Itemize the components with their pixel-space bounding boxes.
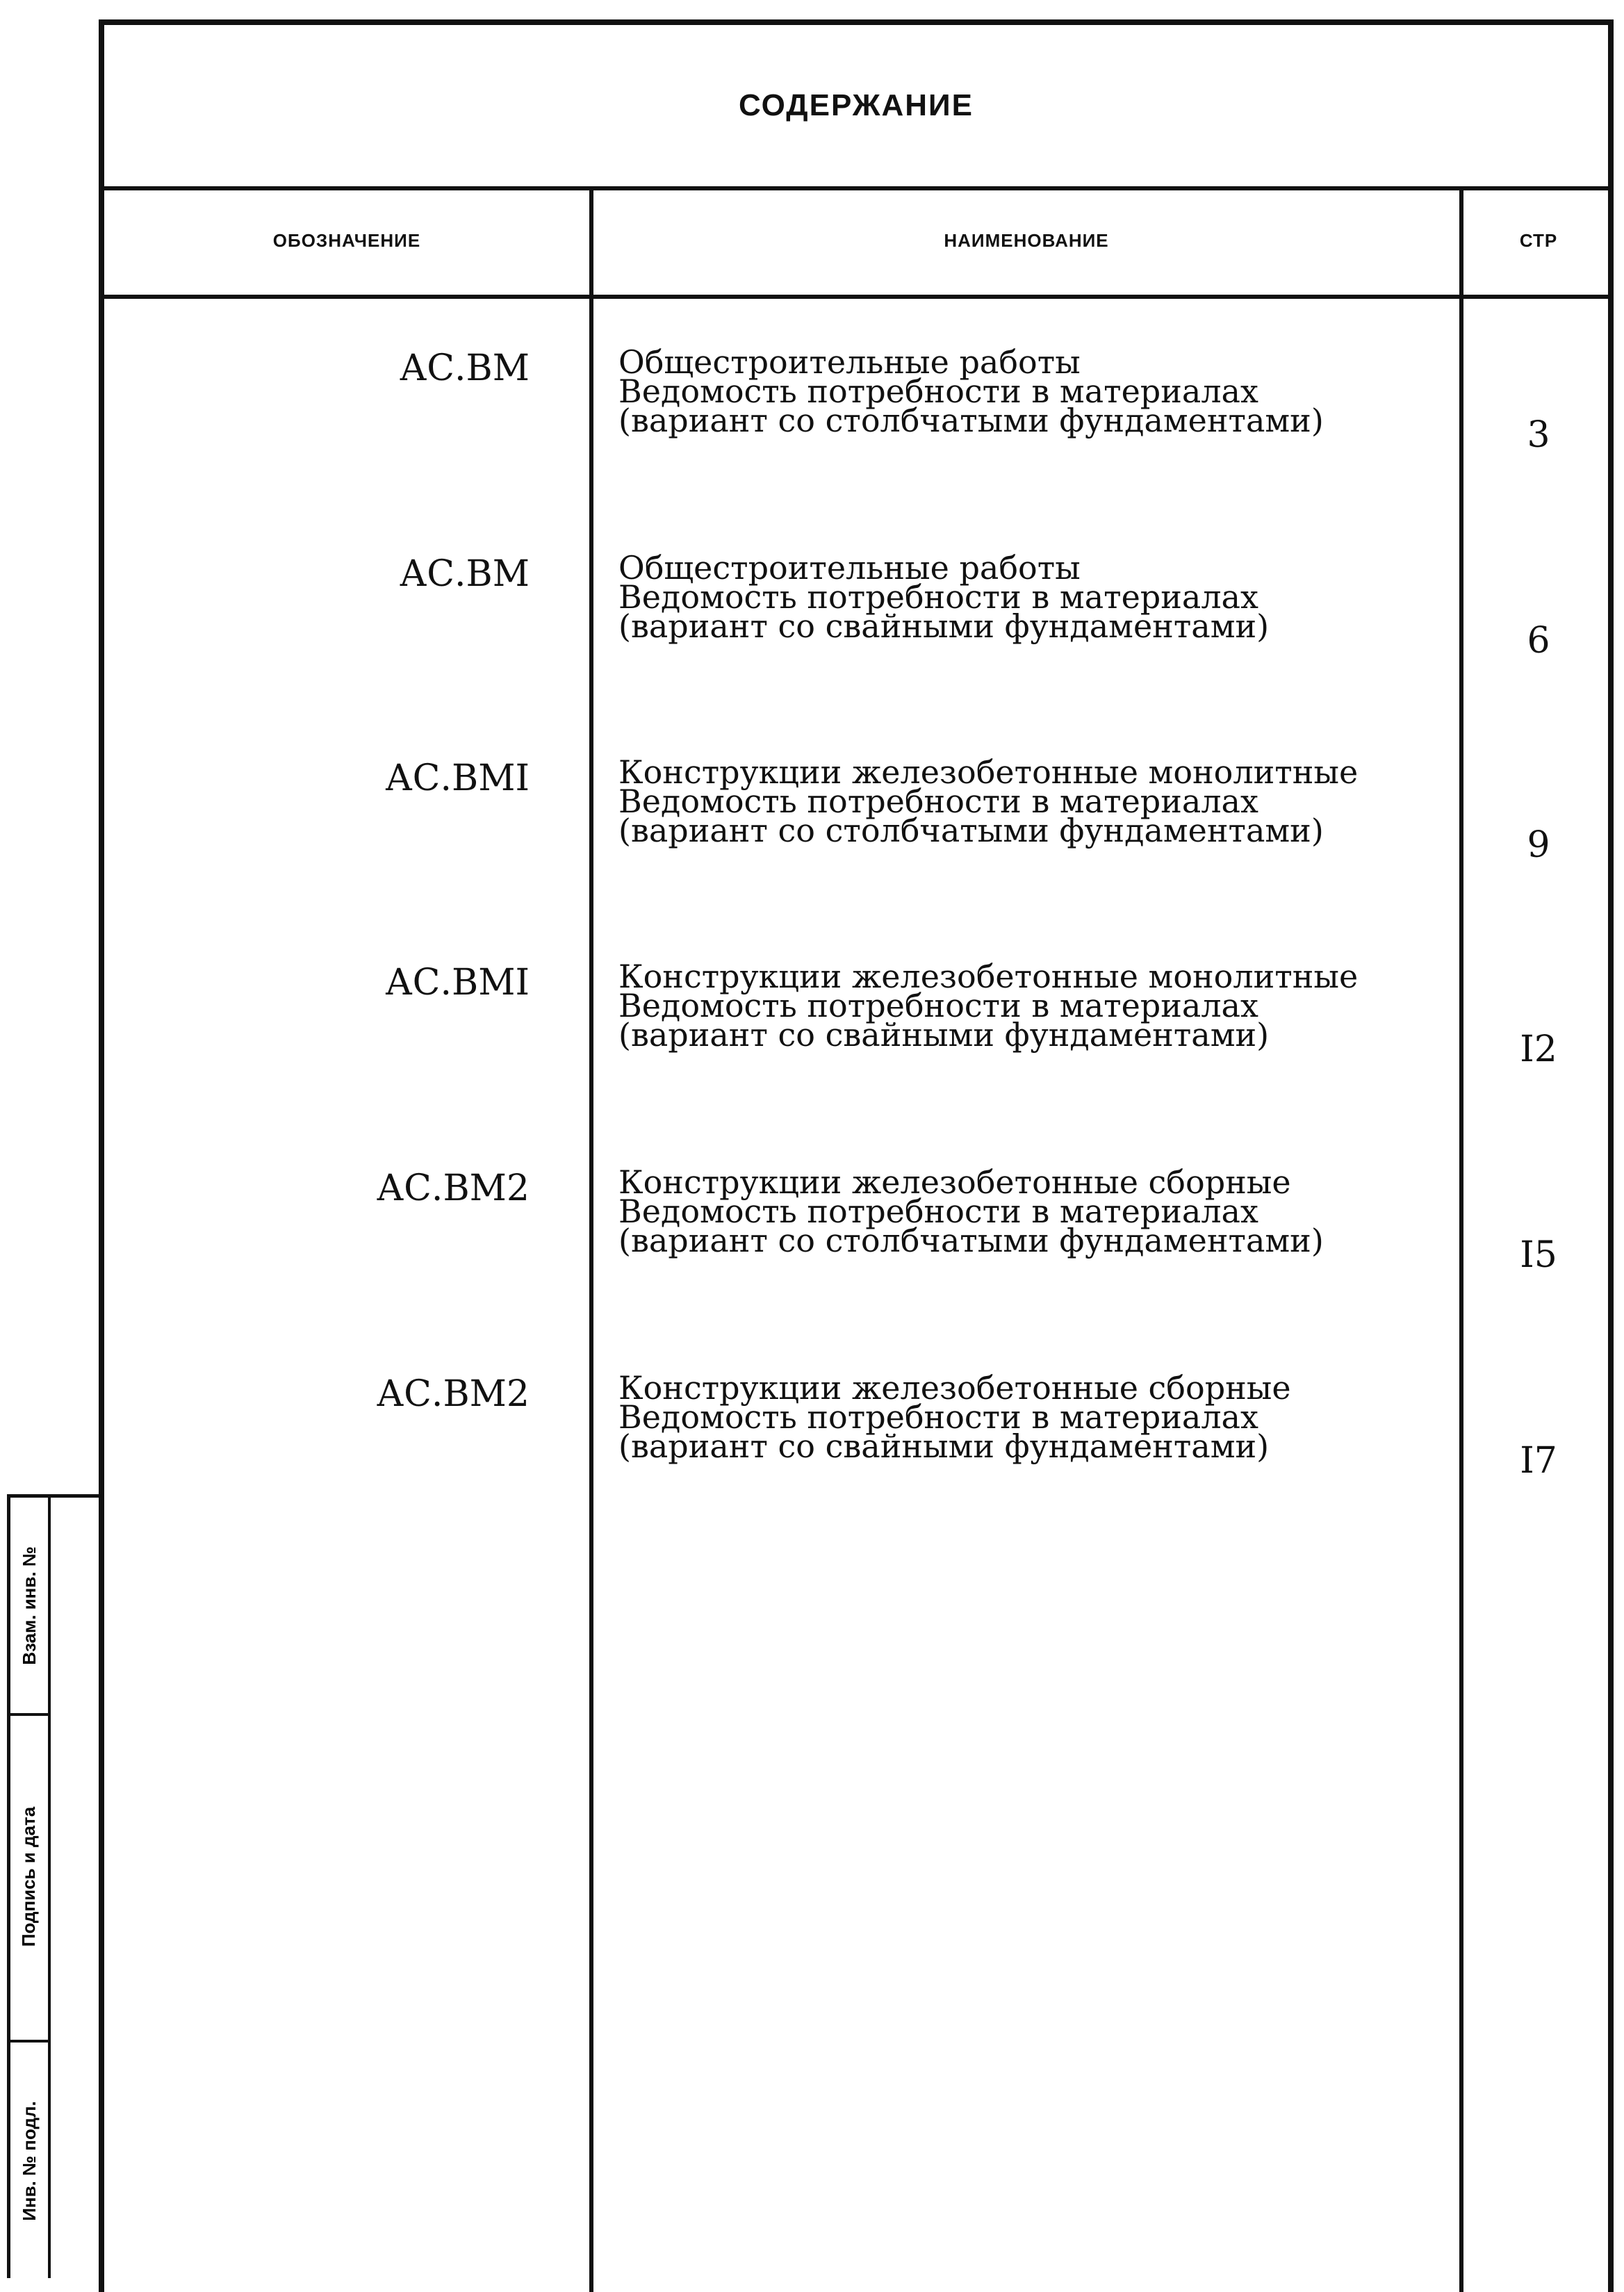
name-line: Ведомость потребности в материалах — [618, 373, 1258, 410]
side-cell-signature-date — [10, 1713, 48, 2043]
designation-code: АС.ВМ — [399, 553, 530, 595]
name-line: (вариант со столбчатыми фундаментами) — [618, 812, 1324, 849]
table-row — [104, 1369, 1608, 1547]
side-stamp-labels — [10, 1498, 51, 2278]
name-line: Ведомость потребности в материалах — [618, 1193, 1258, 1230]
side-cell-replacement-inv — [10, 1498, 48, 1716]
entry-name — [618, 343, 1452, 439]
table-row — [104, 549, 1608, 727]
header-row — [104, 186, 1608, 299]
side-label: Инв. № подл. — [18, 2100, 40, 2221]
side-label: Взам. инв. № — [18, 1546, 40, 1665]
entry-name — [618, 958, 1452, 1054]
side-cell-original-inv — [10, 2040, 48, 2282]
name-line: (вариант со свайными фундаментами) — [618, 607, 1270, 645]
table-row — [104, 753, 1608, 931]
side-stamp — [7, 1494, 99, 2278]
name-line: Конструкции железобетонные монолитные — [618, 753, 1359, 791]
name-line: (вариант со свайными фундаментами) — [618, 1427, 1270, 1465]
designation-code: АС.ВМ2 — [376, 1168, 530, 1209]
entry-name — [618, 549, 1452, 645]
name-line: Ведомость потребности в материалах — [618, 783, 1258, 820]
page-number: 6 — [1527, 620, 1550, 662]
name-line: Конструкции железобетонные сборные — [618, 1369, 1291, 1407]
name-line: (вариант со свайными фундаментами) — [618, 1016, 1270, 1054]
name-line: Общестроительные работы — [618, 549, 1081, 587]
name-line: Конструкции железобетонные сборные — [618, 1163, 1291, 1201]
entry-name — [618, 753, 1452, 849]
designation-code: АС.ВМI — [385, 962, 530, 1004]
table-row — [104, 958, 1608, 1136]
designation-code: АС.ВМ2 — [376, 1373, 530, 1415]
header-designation: ОБОЗНАЧЕНИЕ — [272, 229, 421, 251]
name-line: (вариант со столбчатыми фундаментами) — [618, 1222, 1324, 1259]
name-line: Ведомость потребности в материалах — [618, 578, 1258, 616]
page-title: СОДЕРЖАНИЕ — [738, 88, 974, 122]
page-number: I2 — [1520, 1029, 1557, 1070]
page-number: 3 — [1527, 414, 1550, 456]
name-line: Общестроительные работы — [618, 343, 1081, 381]
entry-name — [618, 1369, 1452, 1465]
side-label: Подпись и дата — [18, 1806, 40, 1947]
header-page: СТР — [1519, 229, 1558, 251]
page-number: 9 — [1527, 824, 1550, 866]
contents-sheet — [99, 19, 1614, 2292]
designation-code: АС.ВМ — [399, 347, 530, 389]
title-row — [104, 25, 1608, 190]
page-number: I5 — [1520, 1234, 1557, 1276]
designation-code: АС.ВМI — [385, 758, 530, 799]
page-number: I7 — [1520, 1440, 1557, 1482]
name-line: (вариант со столбчатыми фундаментами) — [618, 402, 1324, 439]
header-name: НАИМЕНОВАНИЕ — [944, 229, 1109, 251]
table-row — [104, 1163, 1608, 1341]
table-row — [104, 343, 1608, 521]
name-line: Конструкции железобетонные монолитные — [618, 958, 1359, 995]
entry-name — [618, 1163, 1452, 1259]
name-line: Ведомость потребности в материалах — [618, 1398, 1258, 1436]
name-line: Ведомость потребности в материалах — [618, 987, 1258, 1024]
